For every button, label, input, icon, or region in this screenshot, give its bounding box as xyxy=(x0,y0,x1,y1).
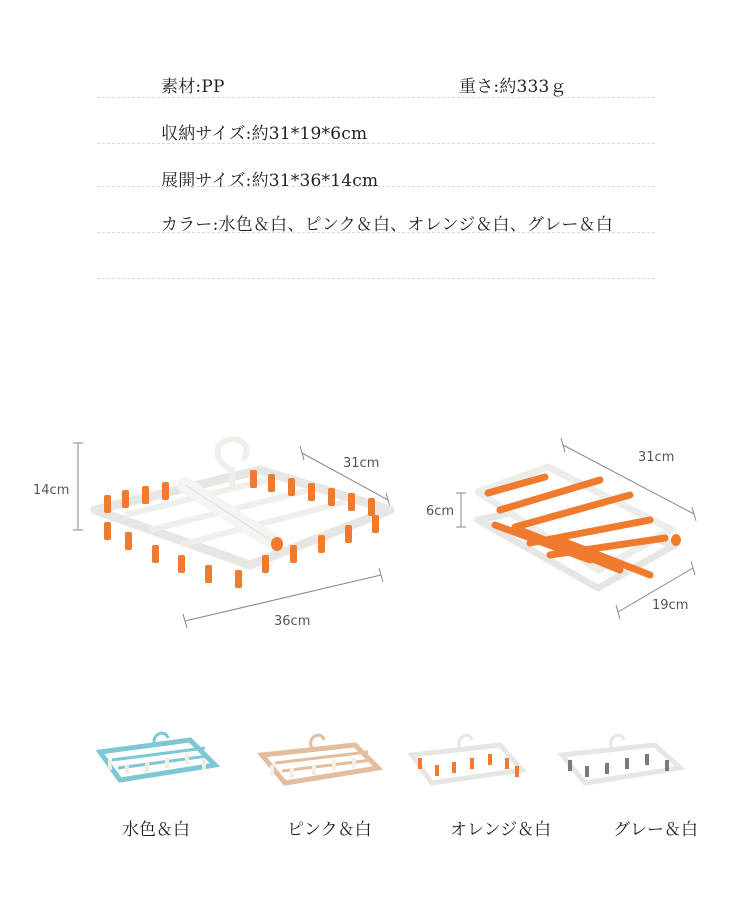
variant-thumb-orange xyxy=(412,735,522,783)
dimension-open-depth: 31cm xyxy=(343,456,380,471)
spec-open-size: 展開サイズ:約31*36*14cm xyxy=(161,171,379,191)
dimension-folded-width: 31cm xyxy=(638,450,675,465)
variant-label-blue: 水色＆白 xyxy=(122,820,190,840)
spec-colors: カラー:水色＆白、ピンク＆白、オレンジ＆白、グレー＆白 xyxy=(161,215,613,235)
dimension-folded-height: 6cm xyxy=(426,504,455,519)
dimension-folded-depth: 19cm xyxy=(652,598,689,613)
dimension-open-height: 14cm xyxy=(33,483,70,498)
dimension-open-width: 36cm xyxy=(274,614,311,629)
spec-material: 素材:PP xyxy=(161,77,225,97)
variant-thumb-pink xyxy=(262,735,378,783)
variant-label-gray: グレー＆白 xyxy=(613,820,698,840)
spec-weight: 重さ:約333ｇ xyxy=(459,77,567,97)
variant-thumb-gray xyxy=(562,735,680,783)
spec-storage-size: 収納サイズ:約31*19*6cm xyxy=(161,124,368,144)
variant-label-pink: ピンク＆白 xyxy=(287,820,372,840)
variant-label-orange: オレンジ＆白 xyxy=(450,820,552,840)
variant-thumb-blue xyxy=(100,733,215,780)
